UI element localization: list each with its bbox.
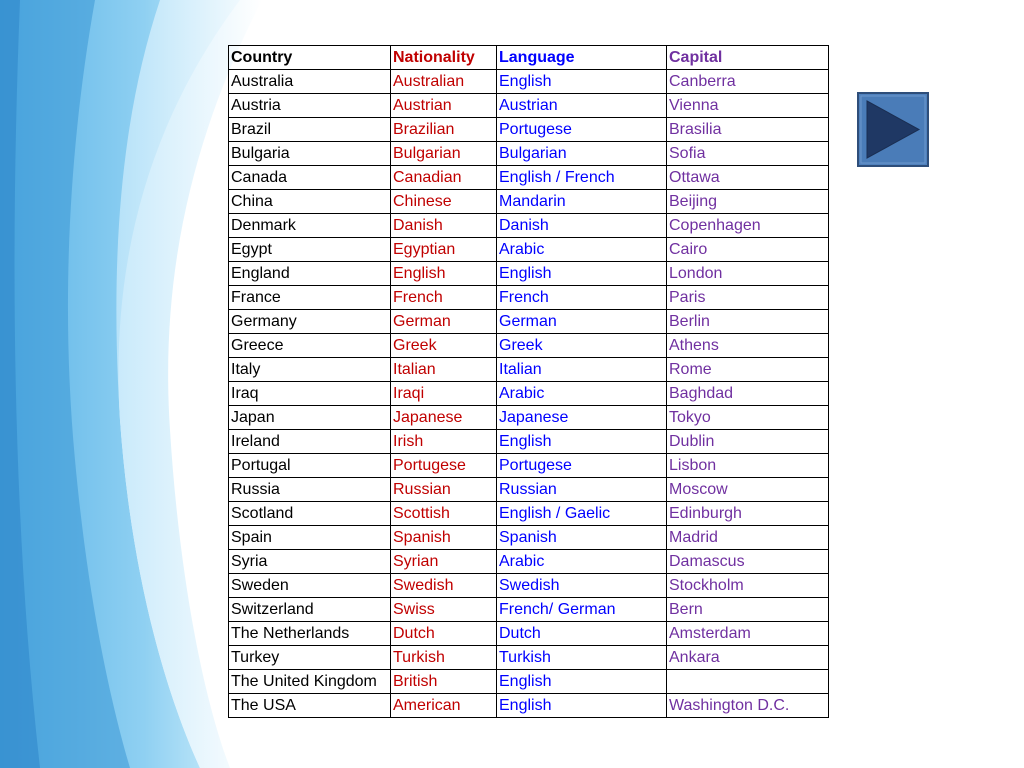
cell-nationality: Egyptian <box>391 238 497 262</box>
table-row <box>229 550 829 574</box>
cell-language: English <box>497 670 667 694</box>
table-row <box>229 214 829 238</box>
cell-country: Switzerland <box>229 598 391 622</box>
cell-language: Turkish <box>497 646 667 670</box>
cell-nationality: American <box>391 694 497 718</box>
cell-capital: Athens <box>667 334 829 358</box>
cell-country: Brazil <box>229 118 391 142</box>
cell-capital: Rome <box>667 358 829 382</box>
cell-capital: Vienna <box>667 94 829 118</box>
cell-nationality: Brazilian <box>391 118 497 142</box>
cell-language: Bulgarian <box>497 142 667 166</box>
cell-capital: Dublin <box>667 430 829 454</box>
cell-language: Arabic <box>497 382 667 406</box>
cell-capital: Paris <box>667 286 829 310</box>
cell-nationality: Iraqi <box>391 382 497 406</box>
cell-capital: Ankara <box>667 646 829 670</box>
cell-language: Austrian <box>497 94 667 118</box>
cell-capital: Lisbon <box>667 454 829 478</box>
cell-language: English <box>497 694 667 718</box>
header-country: Country <box>229 46 391 70</box>
cell-capital: Washington D.C. <box>667 694 829 718</box>
cell-country: Bulgaria <box>229 142 391 166</box>
table-row <box>229 454 829 478</box>
cell-language: Swedish <box>497 574 667 598</box>
cell-nationality: Russian <box>391 478 497 502</box>
cell-country: Germany <box>229 310 391 334</box>
table-row <box>229 622 829 646</box>
cell-language: English / French <box>497 166 667 190</box>
cell-nationality: Dutch <box>391 622 497 646</box>
cell-language: English <box>497 430 667 454</box>
table-row <box>229 502 829 526</box>
cell-nationality: Chinese <box>391 190 497 214</box>
cell-capital: Brasilia <box>667 118 829 142</box>
cell-language: Arabic <box>497 550 667 574</box>
cell-country: France <box>229 286 391 310</box>
table-row <box>229 526 829 550</box>
cell-nationality: Bulgarian <box>391 142 497 166</box>
cell-language: Danish <box>497 214 667 238</box>
cell-language: English <box>497 262 667 286</box>
cell-capital: Cairo <box>667 238 829 262</box>
cell-language: Spanish <box>497 526 667 550</box>
cell-country: Spain <box>229 526 391 550</box>
cell-capital: Tokyo <box>667 406 829 430</box>
next-slide-button[interactable] <box>857 92 929 167</box>
cell-capital: Amsterdam <box>667 622 829 646</box>
cell-nationality: Italian <box>391 358 497 382</box>
cell-nationality: Japanese <box>391 406 497 430</box>
cell-nationality: Irish <box>391 430 497 454</box>
cell-capital <box>667 670 829 694</box>
cell-country: The USA <box>229 694 391 718</box>
table-row <box>229 238 829 262</box>
cell-capital: Edinburgh <box>667 502 829 526</box>
table-row <box>229 334 829 358</box>
cell-country: Egypt <box>229 238 391 262</box>
table-row <box>229 358 829 382</box>
table-row <box>229 310 829 334</box>
header-language: Language <box>497 46 667 70</box>
table-row <box>229 478 829 502</box>
cell-country: The United Kingdom <box>229 670 391 694</box>
cell-nationality: Australian <box>391 70 497 94</box>
cell-country: Australia <box>229 70 391 94</box>
table-row <box>229 262 829 286</box>
cell-country: Scotland <box>229 502 391 526</box>
table-body <box>229 70 829 718</box>
cell-country: Russia <box>229 478 391 502</box>
cell-capital: Canberra <box>667 70 829 94</box>
cell-country: Austria <box>229 94 391 118</box>
cell-language: Dutch <box>497 622 667 646</box>
header-capital: Capital <box>667 46 829 70</box>
cell-language: Portugese <box>497 118 667 142</box>
cell-country: Sweden <box>229 574 391 598</box>
cell-nationality: Portugese <box>391 454 497 478</box>
table-row <box>229 646 829 670</box>
cell-nationality: Scottish <box>391 502 497 526</box>
cell-capital: London <box>667 262 829 286</box>
cell-nationality: Turkish <box>391 646 497 670</box>
table-row <box>229 382 829 406</box>
table-row <box>229 70 829 94</box>
cell-country: Japan <box>229 406 391 430</box>
cell-nationality: Danish <box>391 214 497 238</box>
cell-nationality: Austrian <box>391 94 497 118</box>
table-row <box>229 670 829 694</box>
cell-nationality: German <box>391 310 497 334</box>
cell-country: Italy <box>229 358 391 382</box>
cell-language: Japanese <box>497 406 667 430</box>
cell-language: Arabic <box>497 238 667 262</box>
cell-country: Denmark <box>229 214 391 238</box>
cell-capital: Madrid <box>667 526 829 550</box>
cell-language: Greek <box>497 334 667 358</box>
table-row <box>229 598 829 622</box>
cell-nationality: Swedish <box>391 574 497 598</box>
cell-nationality: Syrian <box>391 550 497 574</box>
cell-capital: Baghdad <box>667 382 829 406</box>
cell-capital: Sofia <box>667 142 829 166</box>
cell-nationality: Swiss <box>391 598 497 622</box>
cell-country: The Netherlands <box>229 622 391 646</box>
cell-country: Canada <box>229 166 391 190</box>
cell-nationality: English <box>391 262 497 286</box>
cell-language: French <box>497 286 667 310</box>
cell-capital: Stockholm <box>667 574 829 598</box>
table-row <box>229 694 829 718</box>
table-header-row <box>229 46 829 70</box>
cell-language: Mandarin <box>497 190 667 214</box>
cell-language: German <box>497 310 667 334</box>
cell-country: China <box>229 190 391 214</box>
cell-language: Russian <box>497 478 667 502</box>
cell-nationality: Greek <box>391 334 497 358</box>
cell-language: Portugese <box>497 454 667 478</box>
cell-language: French/ German <box>497 598 667 622</box>
cell-country: Syria <box>229 550 391 574</box>
cell-nationality: Spanish <box>391 526 497 550</box>
table-row <box>229 94 829 118</box>
cell-capital: Moscow <box>667 478 829 502</box>
cell-language: Italian <box>497 358 667 382</box>
table-row <box>229 190 829 214</box>
cell-country: Iraq <box>229 382 391 406</box>
cell-capital: Berlin <box>667 310 829 334</box>
country-table <box>228 45 829 718</box>
table-row <box>229 166 829 190</box>
cell-capital: Copenhagen <box>667 214 829 238</box>
table-row <box>229 118 829 142</box>
table-row <box>229 430 829 454</box>
cell-capital: Beijing <box>667 190 829 214</box>
table-row <box>229 406 829 430</box>
cell-country: England <box>229 262 391 286</box>
cell-capital: Damascus <box>667 550 829 574</box>
table-row <box>229 574 829 598</box>
cell-nationality: French <box>391 286 497 310</box>
cell-nationality: British <box>391 670 497 694</box>
cell-country: Ireland <box>229 430 391 454</box>
cell-language: English / Gaelic <box>497 502 667 526</box>
cell-country: Greece <box>229 334 391 358</box>
cell-country: Portugal <box>229 454 391 478</box>
cell-capital: Bern <box>667 598 829 622</box>
table-row <box>229 142 829 166</box>
cell-language: English <box>497 70 667 94</box>
table-row <box>229 286 829 310</box>
cell-capital: Ottawa <box>667 166 829 190</box>
cell-country: Turkey <box>229 646 391 670</box>
header-nationality: Nationality <box>391 46 497 70</box>
cell-nationality: Canadian <box>391 166 497 190</box>
